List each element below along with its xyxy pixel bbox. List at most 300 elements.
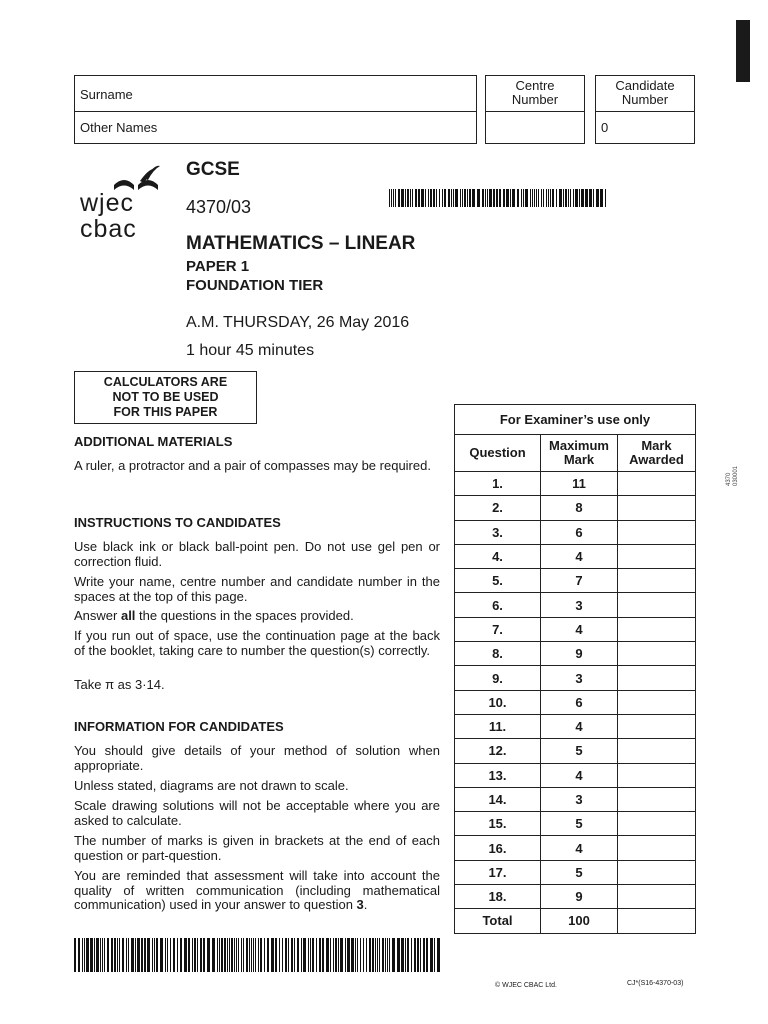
barcode-bar	[238, 938, 239, 972]
barcode-bar	[506, 189, 509, 207]
barcode-bar	[141, 938, 143, 972]
table-row	[455, 860, 696, 884]
barcode-bar	[434, 938, 435, 972]
barcode-bar	[221, 938, 223, 972]
subject-title: MATHEMATICS – LINEAR	[186, 233, 416, 254]
mark-awarded-cell[interactable]	[618, 860, 696, 884]
copyright: © WJEC CBAC Ltd.	[495, 982, 557, 989]
barcode-bar	[147, 938, 150, 972]
barcode-bar	[472, 189, 475, 207]
calculator-notice	[74, 371, 257, 424]
question-number: 5.	[455, 569, 541, 593]
paper-reference: CJ*(S16-4370-03)	[627, 980, 684, 987]
barcode-bar	[568, 189, 569, 207]
barcode-bar	[78, 938, 80, 972]
barcode-bar	[407, 938, 409, 972]
information-heading: INFORMATION FOR CANDIDATES	[74, 719, 284, 734]
mark-awarded-cell[interactable]	[618, 496, 696, 520]
barcode-bar	[117, 938, 118, 972]
barcode-bar	[382, 938, 384, 972]
mark-awarded-cell[interactable]	[618, 617, 696, 641]
barcode-bar	[393, 189, 394, 207]
barcode-bar	[477, 189, 480, 207]
maximum-mark: 4	[541, 836, 618, 860]
maximum-mark: 4	[541, 714, 618, 738]
barcode-bar	[184, 938, 187, 972]
maximum-mark: 3	[541, 593, 618, 617]
maximum-mark: 5	[541, 812, 618, 836]
barcode-bar	[126, 938, 127, 972]
instructions-p2: Write your name, centre number and candidate number in the spaces at the top of this page.	[74, 574, 440, 604]
table-row	[455, 714, 696, 738]
barcode-bar	[351, 938, 354, 972]
maximum-mark: 6	[541, 520, 618, 544]
barcode-bar	[255, 938, 256, 972]
barcode-bar	[389, 189, 390, 207]
barcode-bar	[156, 938, 158, 972]
information-p3: Scale drawing solutions will not be acceptable where you are asked to calculate.	[74, 798, 440, 828]
barcode-bar	[581, 189, 584, 207]
maximum-mark: 5	[541, 739, 618, 763]
maximum-mark: 7	[541, 569, 618, 593]
barcode-bar	[241, 938, 242, 972]
information-p1: You should give details of your method of solution when appropriate.	[74, 743, 440, 773]
information-p4: The number of marks is given in brackets at the end of each question or part-question.	[74, 833, 440, 863]
barcode-bar	[389, 938, 390, 972]
barcode-bar	[288, 938, 289, 972]
barcode-bar	[548, 189, 549, 207]
mark-awarded-cell[interactable]	[618, 812, 696, 836]
paper-number: PAPER 1	[186, 258, 250, 275]
barcode-bar	[84, 938, 85, 972]
question-number: 17.	[455, 860, 541, 884]
table-row	[455, 836, 696, 860]
barcode-bar	[525, 189, 528, 207]
exam-date: A.M. THURSDAY, 26 May 2016	[186, 314, 410, 331]
examiner-table-title: For Examiner’s use only	[455, 405, 696, 435]
barcode-bar	[74, 938, 76, 972]
barcode-bar	[448, 189, 450, 207]
barcode-bar	[94, 938, 95, 972]
barcode-bar	[387, 938, 388, 972]
barcode-bar	[436, 189, 437, 207]
barcode-bar	[372, 938, 374, 972]
centre-number-box	[485, 75, 585, 144]
table-row	[455, 739, 696, 763]
question-number: 18.	[455, 885, 541, 909]
barcode-bar	[194, 938, 196, 972]
barcode-bar	[487, 189, 488, 207]
barcode-bar	[197, 938, 198, 972]
barcode-bar	[100, 938, 101, 972]
barcode-bar	[357, 938, 358, 972]
centre-number-label-line2: Number	[511, 92, 559, 107]
barcode-bar	[460, 189, 461, 207]
barcode-bar	[426, 938, 428, 972]
question-number: 4.	[455, 544, 541, 568]
barcode-bar	[111, 938, 113, 972]
maximum-mark: 4	[541, 544, 618, 568]
barcode-bar	[119, 938, 120, 972]
barcode-bar	[217, 938, 218, 972]
barcode-bar	[224, 938, 226, 972]
barcode-bar	[425, 189, 426, 207]
barcode-bar	[600, 189, 603, 207]
mark-awarded-cell[interactable]	[618, 787, 696, 811]
barcode-bar	[86, 938, 89, 972]
table-row	[455, 812, 696, 836]
centre-number-label-line1: Centre	[515, 78, 555, 93]
barcode-bar	[521, 189, 522, 207]
barcode-bar	[316, 938, 317, 972]
barcode-bar	[423, 938, 425, 972]
table-row	[455, 496, 696, 520]
barcode-bar	[282, 938, 283, 972]
barcode-bar	[377, 938, 378, 972]
barcode-bar	[285, 938, 287, 972]
qualification-title: GCSE	[186, 159, 240, 180]
barcode-bar	[212, 938, 215, 972]
barcode-bar	[469, 189, 471, 207]
barcode-bar	[575, 189, 578, 207]
barcode-bar	[462, 189, 463, 207]
instructions-p4: If you run out of space, use the continuation page at the back of the booklet, taking care to number the question(s) correctly.	[74, 628, 440, 658]
barcode-bar	[532, 189, 533, 207]
barcode-bar	[90, 938, 93, 972]
barcode-bar	[385, 938, 386, 972]
mark-awarded-cell[interactable]	[618, 544, 696, 568]
barcode-bar	[366, 938, 367, 972]
table-row	[455, 642, 696, 666]
barcode-bar	[391, 189, 392, 207]
barcode-bar	[303, 938, 306, 972]
table-row	[455, 520, 696, 544]
barcode-bar	[122, 938, 124, 972]
barcode-bar	[538, 189, 539, 207]
maximum-mark: 3	[541, 666, 618, 690]
barcode-bar	[573, 189, 574, 207]
barcode-bar	[543, 189, 544, 207]
barcode-bar	[165, 938, 166, 972]
barcode-bar	[188, 938, 190, 972]
barcode-bar	[412, 189, 413, 207]
total-label: Total	[455, 909, 541, 933]
barcode-bar	[297, 938, 299, 972]
mark-awarded-cell[interactable]	[618, 836, 696, 860]
col-question: Question	[455, 435, 541, 472]
wjec-cbac-logo	[80, 165, 160, 245]
barcode-bar	[360, 938, 361, 972]
mark-awarded-cell[interactable]	[618, 593, 696, 617]
calculator-notice-line1: CALCULATORS ARE	[103, 375, 228, 389]
other-names-field[interactable]	[200, 112, 474, 142]
barcode-bar	[579, 189, 580, 207]
barcode-bar	[275, 938, 277, 972]
exam-duration: 1 hour 45 minutes	[186, 342, 315, 359]
table-row	[455, 569, 696, 593]
side-code: 4370 030001	[726, 465, 739, 486]
information-p5: You are reminded that assessment will take into account the quality of written communication (including mathematical communication) used in your answer to question 3.	[74, 868, 440, 912]
barcode-bar	[410, 189, 411, 207]
barcode-bar	[444, 189, 446, 207]
barcode-bar	[312, 938, 314, 972]
barcode-bar	[405, 189, 406, 207]
barcode-bar	[556, 189, 557, 207]
barcode-bar	[482, 189, 484, 207]
mark-awarded-cell[interactable]	[618, 885, 696, 909]
barcode-bar	[451, 189, 452, 207]
barcode-bar	[231, 938, 233, 972]
question-number: 2.	[455, 496, 541, 520]
barcode-bar	[333, 938, 334, 972]
barcode-bar	[536, 189, 537, 207]
barcode-bar	[401, 938, 404, 972]
barcode-bar	[227, 938, 228, 972]
question-number: 8.	[455, 642, 541, 666]
barcode-bar	[137, 938, 140, 972]
col-mark-awarded: Mark Awarded	[618, 435, 696, 472]
barcode-bar	[340, 938, 343, 972]
barcode-bar	[345, 938, 346, 972]
barcode-bar	[229, 938, 230, 972]
question-number: 1.	[455, 472, 541, 496]
mark-awarded-cell[interactable]	[618, 690, 696, 714]
barcode-bar	[102, 938, 103, 972]
barcode-bar	[294, 938, 295, 972]
barcode-bar	[563, 189, 564, 207]
barcode-bar	[398, 189, 400, 207]
barcode-bar	[322, 938, 324, 972]
barcode-bar	[510, 189, 511, 207]
barcode-bar	[430, 938, 433, 972]
maximum-mark: 11	[541, 472, 618, 496]
maximum-mark: 6	[541, 690, 618, 714]
mark-awarded-cell[interactable]	[618, 714, 696, 738]
mark-awarded-cell[interactable]	[618, 569, 696, 593]
barcode-bar	[152, 938, 153, 972]
table-row	[455, 666, 696, 690]
barcode-bar	[379, 938, 380, 972]
question-number: 16.	[455, 836, 541, 860]
barcode-bar	[496, 189, 498, 207]
barcode-bar	[375, 938, 376, 972]
barcode-bar	[180, 938, 182, 972]
barcode-bar	[310, 938, 311, 972]
barcode-bar	[430, 189, 432, 207]
maximum-mark: 9	[541, 885, 618, 909]
question-number: 6.	[455, 593, 541, 617]
barcode-bar	[96, 938, 99, 972]
maximum-mark: 3	[541, 787, 618, 811]
barcode-bar	[534, 189, 535, 207]
barcode-bar	[236, 938, 237, 972]
barcode-bar	[585, 189, 588, 207]
barcode-bar	[499, 189, 501, 207]
barcode-bar	[552, 189, 554, 207]
barcode-bar	[264, 938, 265, 972]
barcode-bar	[192, 938, 193, 972]
total-awarded-cell[interactable]	[618, 909, 696, 933]
table-row	[455, 593, 696, 617]
calculator-notice-line3: FOR THIS PAPER	[113, 405, 218, 419]
barcode-bar	[464, 189, 466, 207]
barcode-bar	[135, 938, 136, 972]
maximum-mark: 9	[541, 642, 618, 666]
question-number: 9.	[455, 666, 541, 690]
barcode-bar	[347, 938, 350, 972]
mark-awarded-cell[interactable]	[618, 642, 696, 666]
barcode-bar	[523, 189, 524, 207]
maximum-mark: 8	[541, 496, 618, 520]
instructions-p5: Take π as 3·14.	[74, 677, 165, 692]
barcode-bar	[258, 938, 259, 972]
barcode-bar	[433, 189, 435, 207]
barcode-bar	[407, 189, 409, 207]
mark-awarded-cell[interactable]	[618, 763, 696, 787]
total-row	[455, 909, 696, 933]
candidate-number-field[interactable]: 0	[601, 120, 609, 135]
barcode-bar	[267, 938, 269, 972]
barcode-bar	[593, 189, 594, 207]
barcode-bar	[177, 938, 178, 972]
barcode-bar	[173, 938, 175, 972]
barcode-bar	[493, 189, 495, 207]
barcode-bar	[107, 938, 109, 972]
barcode-bar	[260, 938, 262, 972]
logo-text-cbac: cbac	[80, 215, 137, 243]
barcode-bar	[541, 189, 542, 207]
bottom-barcode	[74, 938, 440, 972]
table-row	[455, 787, 696, 811]
barcode-bar	[114, 938, 116, 972]
barcode-bar	[251, 938, 252, 972]
barcode-bar	[160, 938, 163, 972]
surname-field[interactable]	[200, 78, 474, 109]
question-number: 10.	[455, 690, 541, 714]
barcode-bar	[338, 938, 339, 972]
barcode-bar	[397, 938, 400, 972]
barcode-bar	[82, 938, 83, 972]
barcode-bar	[335, 938, 337, 972]
mark-awarded-cell[interactable]	[618, 520, 696, 544]
barcode-bar	[279, 938, 280, 972]
surname-label: Surname	[80, 87, 133, 102]
barcode-bar	[411, 938, 412, 972]
barcode-bar	[467, 189, 468, 207]
barcode-bar	[253, 938, 254, 972]
barcode-bar	[246, 938, 248, 972]
barcode-bar	[405, 938, 406, 972]
table-row	[455, 885, 696, 909]
barcode-bar	[301, 938, 302, 972]
barcode-bar	[453, 189, 454, 207]
barcode-bar	[200, 938, 202, 972]
table-row	[455, 617, 696, 641]
question-number: 14.	[455, 787, 541, 811]
barcode-bar	[104, 938, 105, 972]
barcode-bar	[207, 938, 210, 972]
question-number: 3.	[455, 520, 541, 544]
candidate-number-label-line1: Candidate	[615, 78, 675, 93]
mark-awarded-cell[interactable]	[618, 739, 696, 763]
barcode-bar	[428, 189, 429, 207]
barcode-bar	[234, 938, 235, 972]
barcode-bar	[326, 938, 329, 972]
instructions-heading: INSTRUCTIONS TO CANDIDATES	[74, 515, 281, 530]
barcode-bar	[605, 189, 606, 207]
information-p2: Unless stated, diagrams are not drawn to scale.	[74, 778, 349, 793]
barcode-bar	[417, 938, 419, 972]
additional-materials-text: A ruler, a protractor and a pair of compasses may be required.	[74, 458, 431, 473]
barcode-bar	[421, 189, 424, 207]
examiner-table	[454, 404, 696, 934]
barcode-bar	[439, 189, 440, 207]
barcode-bar	[395, 189, 396, 207]
barcode-bar	[489, 189, 492, 207]
calculator-notice-line2: NOT TO BE USED	[112, 390, 219, 404]
barcode-bar	[565, 189, 567, 207]
barcode-bar	[369, 938, 371, 972]
barcode-bar	[170, 938, 171, 972]
barcode-bar	[219, 938, 220, 972]
barcode-bar	[546, 189, 547, 207]
barcode-bar	[319, 938, 321, 972]
mark-awarded-cell[interactable]	[618, 472, 696, 496]
barcode-bar	[144, 938, 146, 972]
additional-materials-heading: ADDITIONAL MATERIALS	[74, 434, 233, 449]
barcode-bar	[154, 938, 155, 972]
barcode-bar	[570, 189, 571, 207]
top-barcode	[389, 189, 607, 207]
question-number: 15.	[455, 812, 541, 836]
barcode-bar	[392, 938, 395, 972]
barcode-bar	[559, 189, 562, 207]
barcode-bar	[243, 938, 244, 972]
instructions-p1: Use black ink or black ball-point pen. Do not use gel pen or correction fluid.	[74, 539, 440, 569]
question-number: 13.	[455, 763, 541, 787]
tier-label: FOUNDATION TIER	[186, 277, 324, 294]
barcode-bar	[455, 189, 458, 207]
question-number: 7.	[455, 617, 541, 641]
other-names-label: Other Names	[80, 120, 158, 135]
col-maximum-mark: Maximum Mark	[541, 435, 618, 472]
barcode-bar	[550, 189, 551, 207]
barcode-bar	[418, 189, 420, 207]
barcode-bar	[589, 189, 592, 207]
barcode-bar	[330, 938, 331, 972]
maximum-mark: 5	[541, 860, 618, 884]
logo-text-wjec: wjec	[80, 189, 135, 217]
candidate-number-box	[595, 75, 695, 144]
barcode-bar	[167, 938, 168, 972]
barcode-bar	[512, 189, 515, 207]
barcode-bar	[420, 938, 421, 972]
registration-mark	[736, 20, 750, 82]
barcode-bar	[437, 938, 440, 972]
question-number: 11.	[455, 714, 541, 738]
barcode-bar	[291, 938, 293, 972]
barcode-bar	[596, 189, 599, 207]
mark-awarded-cell[interactable]	[618, 666, 696, 690]
barcode-bar	[308, 938, 309, 972]
barcode-bar	[363, 938, 364, 972]
barcode-bar	[415, 189, 417, 207]
table-row	[455, 763, 696, 787]
barcode-bar	[271, 938, 274, 972]
barcode-bar	[517, 189, 519, 207]
instructions-p3: Answer all the questions in the spaces provided.	[74, 608, 354, 623]
centre-number-field[interactable]	[488, 114, 582, 142]
